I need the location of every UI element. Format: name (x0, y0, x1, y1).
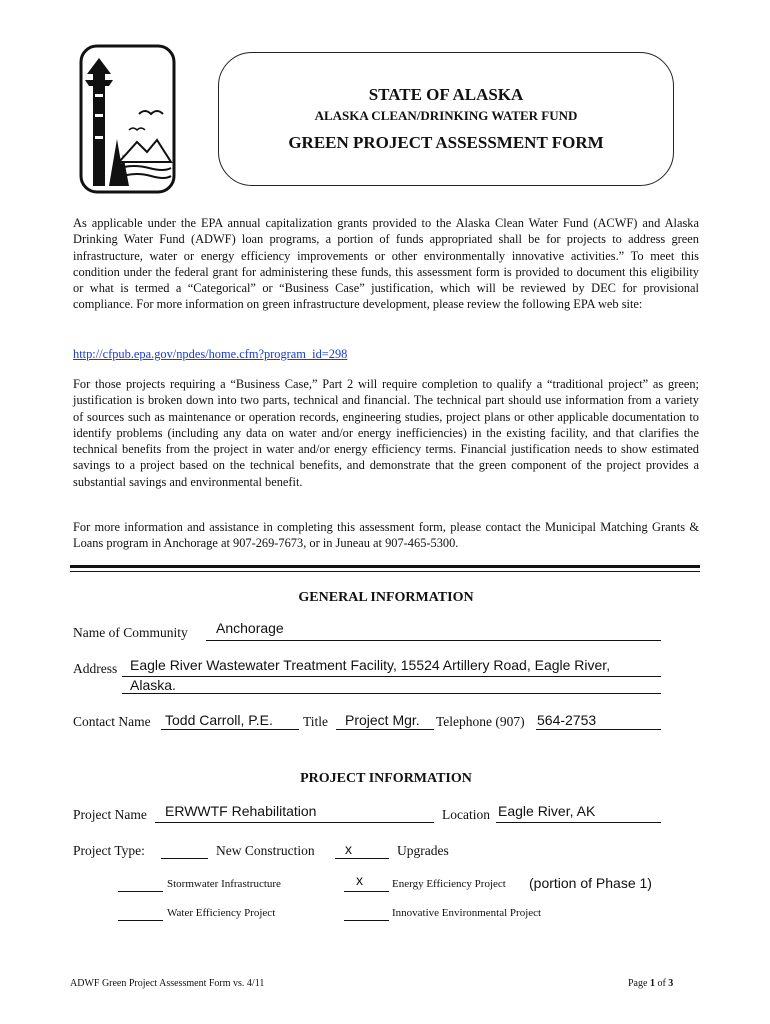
new-construction-label: New Construction (216, 843, 315, 858)
upgrades-checkbox[interactable]: x (345, 841, 352, 857)
alaska-dec-logo (79, 44, 176, 194)
contact-field-line (161, 729, 299, 730)
innovative-label: Innovative Environmental Project (392, 907, 542, 919)
location-line (496, 822, 661, 823)
intro-paragraph-1: As applicable under the EPA annual capitalization grants provided to the Alaska Clean Water Fund (ACWF) and Alaska Drinking Water Fund (ADWF) loan programs, a portion of funds appropriated shall be for projects to address green infrastructure, water or energy efficiency improvements or other environmentally innovative activities.” To meet this condition under the federal grant for administering these funds, this assessment form is provided to document this eligibility or what is termed a “Categorical” or “Business Case” justification, which will be reviewed by DEC for provisional compliance. For more information on green infrastructure development, please review the following EPA web site: (73, 216, 699, 312)
title-label: Title (303, 714, 329, 729)
energy-note[interactable]: (portion of Phase 1) (529, 875, 652, 891)
upgrades-label: Upgrades (397, 843, 449, 858)
section-divider (70, 565, 700, 568)
project-info-heading: PROJECT INFORMATION (300, 771, 472, 786)
telephone-label: Telephone (907) (436, 714, 525, 729)
project-type-label: Project Type: (73, 843, 145, 858)
footer-form-version: ADWF Green Project Assessment Form vs. 4/11 (70, 978, 265, 989)
water-label: Water Efficiency Project (167, 907, 276, 919)
intro-paragraph-2: For those projects requiring a “Business Case,” Part 2 will require completion to qualify a “traditional project” as green; justification is broken down into two parts, technical and financial. The technical part should use information from a variety of sources such as maintenance or operation records, engineering studies, project plans or other applicable documentation to identify problems (including any data on water and/or energy inefficiencies) in the existing facility, and that clarifies the technical benefits from the project in water and/or energy efficiency terms. Financial justification needs to show estimated savings to a project based on the technical benefits, and demonstrate that the green component of the project provides a substantial savings and environmental benefit. (73, 377, 699, 489)
general-info-heading: GENERAL INFORMATION (298, 590, 474, 605)
community-label: Name of Community (73, 625, 188, 640)
location-label: Location (442, 807, 490, 822)
telephone-field[interactable]: 564-2753 (537, 712, 597, 728)
new-construction-line (161, 858, 208, 859)
contact-field[interactable]: Todd Carroll, P.E. (165, 712, 273, 728)
innovative-line (344, 920, 389, 921)
page-total: 3 (668, 978, 674, 989)
energy-label: Energy Efficiency Project (392, 878, 506, 890)
page-prefix: Page (628, 978, 650, 989)
address-label: Address (73, 661, 118, 676)
project-name-label: Project Name (73, 807, 147, 822)
fund-title: ALASKA CLEAN/DRINKING WATER FUND (314, 108, 578, 123)
project-name-field[interactable]: ERWWTF Rehabilitation (165, 803, 317, 819)
stormwater-line (118, 891, 163, 892)
section-divider-thin (70, 571, 700, 572)
address-field-line-2 (122, 693, 661, 694)
epa-link[interactable]: http://cfpub.epa.gov/npdes/home.cfm?program_id=298 (73, 347, 348, 361)
telephone-field-line (536, 729, 661, 730)
state-title: STATE OF ALASKA (368, 85, 524, 104)
form-title: GREEN PROJECT ASSESSMENT FORM (288, 133, 604, 152)
energy-line (344, 891, 389, 892)
location-field[interactable]: Eagle River, AK (498, 803, 596, 819)
stormwater-label: Stormwater Infrastructure (167, 878, 281, 890)
water-line (118, 920, 163, 921)
page-current: 1 (649, 978, 655, 989)
title-field[interactable]: Project Mgr. (345, 712, 420, 728)
title-field-line (336, 729, 434, 730)
community-field[interactable]: Anchorage (216, 620, 284, 636)
address-field-line1[interactable]: Eagle River Wastewater Treatment Facility, 15524 Artillery Road, Eagle River, (130, 657, 611, 673)
address-field-line-1 (122, 676, 661, 677)
address-field-line2[interactable]: Alaska. (130, 677, 176, 693)
energy-checkbox[interactable]: x (356, 872, 363, 888)
upgrades-line (335, 858, 389, 859)
intro-paragraph-3: For more information and assistance in completing this assessment form, please contact the Municipal Matching Grants & Loans program in Anchorage at 907-269-7673, or in Juneau at 907-465-5300. (73, 520, 699, 551)
page-of: of (654, 978, 669, 989)
community-field-line (206, 640, 661, 641)
contact-label: Contact Name (73, 714, 151, 729)
footer-page-number (628, 978, 673, 989)
project-name-line (155, 822, 434, 823)
